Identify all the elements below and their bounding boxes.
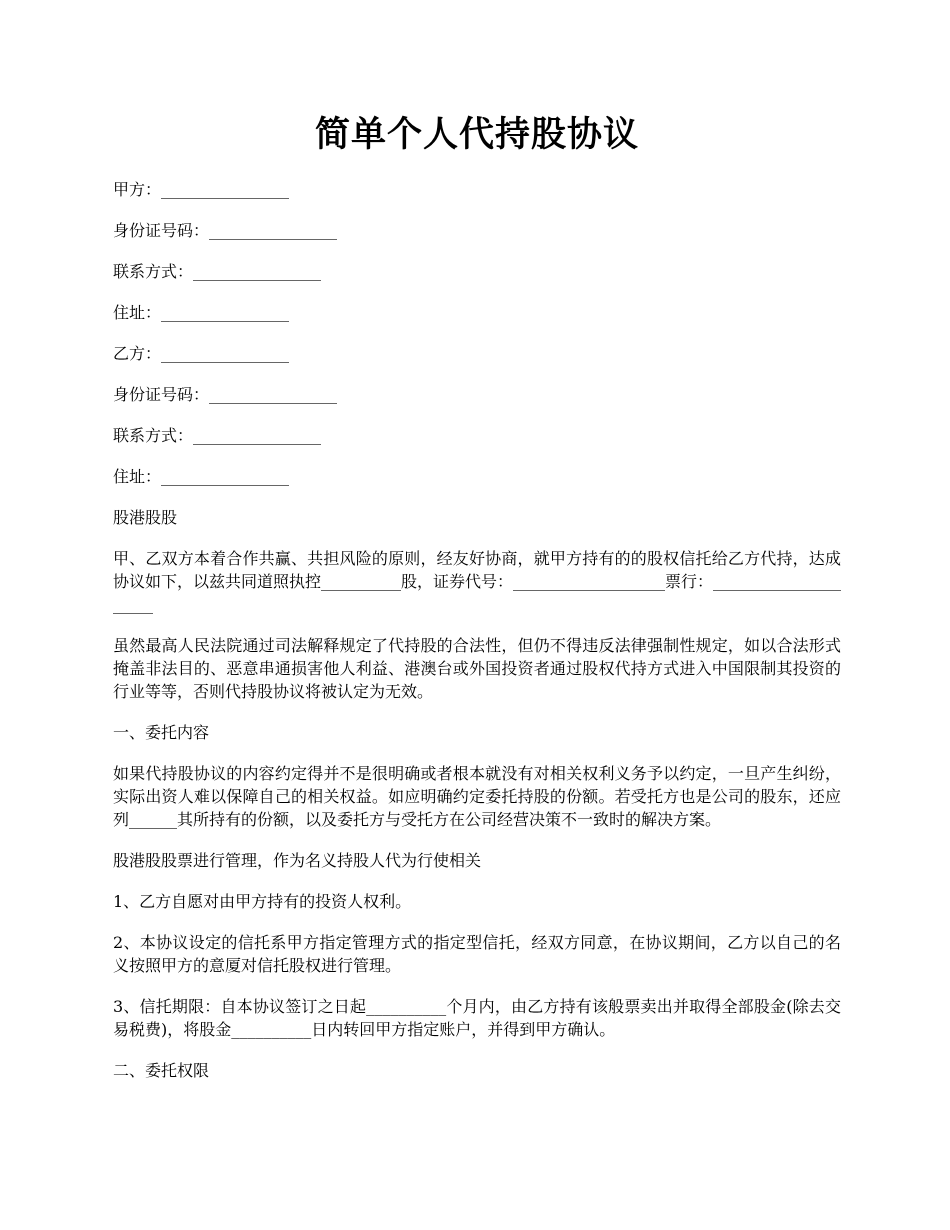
paragraph: 虽然最高人民法院通过司法解释规定了代持股的合法性，但仍不得违反法律强制性规定，如以合法形式掩盖非法目的、恶意串通损害他人利益、港澳台或外国投资者通过股权代持方式进入中国限制其投资的行业等等，否则代持股协议将被认定为无效。 (113, 636, 841, 701)
paragraph: 甲、乙双方本着合作共赢、共担风险的原则，经友好协商，就甲方持有的的股权信托给乙方代持，达成协议如下，以兹共同道照执控__________股，证券代号：___________________票行：_____________________ (113, 549, 842, 614)
section-heading: 一、委托内容 (113, 723, 210, 742)
paragraph: 如果代持股协议的内容约定得并不是很明确或者根本就没有对相关权利义务予以约定，一旦产生纠纷，实际出资人难以保障自己的相关权益。如应明确约定委托持股的份额。若受托方也是公司的股东，还应列______其所持有的份额，以及委托方与受托方在公司经营决策不一致时的解决方案。 (113, 764, 841, 829)
party-b-contact: 联系方式：________________ (113, 426, 322, 445)
paragraph: 股港股股票进行管理，作为名义持股人代为行使相关 (113, 851, 482, 870)
paragraph: 股港股股 (113, 508, 178, 527)
section-heading: 二、委托权限 (113, 1061, 210, 1080)
party-a-name: 甲方：________________ (113, 180, 290, 199)
party-b-id-number: 身份证号码：________________ (113, 385, 338, 404)
party-a-contact: 联系方式：________________ (113, 262, 322, 281)
clause: 2、本协议设定的信托系甲方指定管理方式的指定型信托，经双方同意，在协议期间，乙方以自己的名义按照甲方的意厦对信托股权进行管理。 (113, 933, 841, 975)
party-b-name: 乙方：________________ (113, 344, 290, 363)
party-b-address: 住址：________________ (113, 467, 290, 486)
document-title: 简单个人代持股协议 (314, 114, 639, 155)
party-a-id-number: 身份证号码：________________ (113, 221, 338, 240)
document-body (113, 178, 841, 1100)
clause: 3、信托期限：自本协议签订之日起__________个月内，由乙方持有该般票卖出并取得全部股金(除去交易税费)，将股金__________日内转回甲方指定账户，并得到甲方确认。 (113, 997, 841, 1039)
clause: 1、乙方自愿对由甲方持有的投资人权利。 (113, 892, 412, 911)
party-a-address: 住址：________________ (113, 303, 290, 322)
